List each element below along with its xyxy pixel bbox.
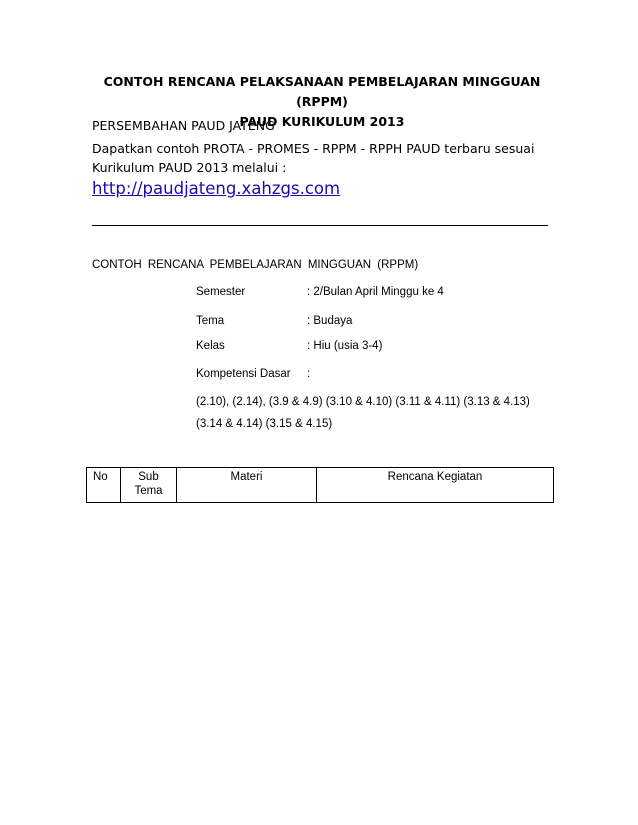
intro-paragraph: Dapatkan contoh PROTA - PROMES - RPPM - RPPH PAUD terbaru sesuai Kurikulum PAUD 2013 melalui : — [92, 141, 535, 175]
section-title: CONTOH RENCANA PEMBELAJARAN MINGGUAN (RPPM) — [92, 259, 419, 271]
header-no: No — [87, 468, 121, 503]
kompetensi-dasar-label: Kompetensi Dasar — [196, 368, 291, 380]
activity-table — [86, 467, 554, 503]
header-sub-tema: Sub Tema — [121, 468, 177, 503]
kelas-label: Kelas — [196, 340, 225, 352]
title-line-2: PAUD KURIKULUM 2013 — [239, 114, 405, 129]
header-materi: Materi — [177, 468, 317, 503]
horizontal-divider — [92, 225, 548, 226]
kompetensi-dasar-list: (2.10), (2.14), (3.9 & 4.9) (3.10 & 4.10) (3.11 & 4.11) (3.13 & 4.13) (3.14 & 4.14) (3.15 & 4.15) — [196, 396, 530, 430]
kelas-value: : Hiu (usia 3-4) — [307, 340, 383, 352]
table-header-row — [87, 468, 554, 503]
website-link[interactable]: http://paudjateng.xahzgs.com — [92, 179, 341, 198]
header-rencana-kegiatan: Rencana Kegiatan — [317, 468, 554, 503]
tema-value: : Budaya — [307, 315, 353, 327]
semester-value: : 2/Bulan April Minggu ke 4 — [307, 286, 444, 298]
title-line-1: CONTOH RENCANA PELAKSANAAN PEMBELAJARAN MINGGUAN (RPPM) — [103, 74, 541, 109]
tema-label: Tema — [196, 315, 225, 327]
kompetensi-dasar-colon: : — [307, 368, 311, 380]
author-line: PERSEMBAHAN PAUD JATENG — [92, 118, 275, 133]
semester-label: Semester — [196, 286, 246, 298]
